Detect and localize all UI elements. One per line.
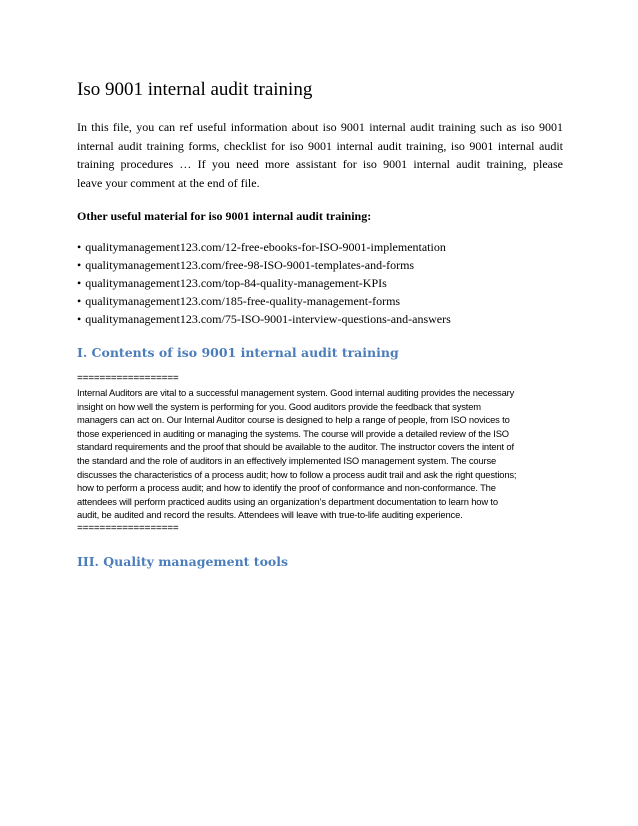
- body-line: the standard and the role of auditors in an effectively implemented ISO management system. The course: [77, 454, 497, 466]
- materials-link-item[interactable]: [77, 310, 563, 328]
- body-line: attendees will perform practiced audits using an organization’s department documentation to learn how to: [77, 495, 498, 507]
- body-line: those experienced in auditing or managing the systems. The course will provide a detailed review of the ISO: [77, 427, 509, 439]
- bullet-icon: •: [77, 312, 82, 326]
- section-heading-quality-tools: III. Quality management tools: [77, 553, 289, 569]
- intro-paragraph: [77, 118, 563, 192]
- body-line: standard requirements and the proof that should be available to the auditor. The instructor covers the intent of: [77, 441, 514, 453]
- materials-link-text[interactable]: qualitymanagement123.com/top-84-quality-management-KPIs: [85, 276, 387, 290]
- intro-line: leave your comment at the end of file.: [77, 175, 260, 190]
- materials-link-text[interactable]: qualitymanagement123.com/185-free-quality-management-forms: [85, 294, 401, 308]
- body-line: managers can act on. Our Internal Auditor course is designed to help a range of people, from ISO novices to: [77, 414, 510, 426]
- bullet-icon: •: [77, 276, 82, 290]
- materials-link-item[interactable]: [77, 256, 563, 274]
- body-line: discusses the characteristics of a process audit; how to follow a process audit trail and ask the right questions;: [77, 468, 517, 480]
- materials-link-list: [77, 238, 563, 328]
- body-line: Internal Auditors are vital to a successful management system. Good internal auditing provides the necessary: [77, 387, 515, 398]
- document-title: Iso 9001 internal audit training: [77, 79, 313, 100]
- materials-link-text[interactable]: qualitymanagement123.com/free-98-ISO-9001-templates-and-forms: [85, 258, 415, 272]
- materials-link-item[interactable]: [77, 292, 563, 310]
- intro-line: internal audit training forms, checklist for iso 9001 internal audit training, iso 9001 internal audit: [77, 138, 563, 153]
- contents-paragraph: [77, 386, 563, 522]
- materials-link-text[interactable]: qualitymanagement123.com/75-ISO-9001-interview-questions-and-answers: [85, 312, 451, 326]
- other-materials-heading: Other useful material for iso 9001 internal audit training:: [77, 209, 372, 223]
- materials-link-text[interactable]: qualitymanagement123.com/12-free-ebooks-for-ISO-9001-implementation: [85, 240, 446, 254]
- intro-line: training procedures … If you need more assistant for iso 9001 internal audit training, please: [77, 157, 563, 171]
- separator-line: ==================: [77, 373, 179, 384]
- body-line: how to perform a process audit; and how to identify the proof of conformance and non-conformance. The: [77, 482, 496, 494]
- materials-link-item[interactable]: [77, 238, 563, 256]
- bullet-icon: •: [77, 258, 82, 272]
- section-heading-contents: I. Contents of iso 9001 internal audit training: [77, 345, 399, 360]
- bullet-icon: •: [77, 294, 82, 308]
- separator-line: ==================: [77, 522, 179, 534]
- bullet-icon: •: [77, 240, 82, 254]
- document-content: [77, 78, 563, 571]
- intro-line: In this file, you can ref useful information about iso 9001 internal audit training such as iso 9001: [77, 120, 563, 134]
- body-line: audit, be audited and record the results. Attendees will leave with true-to-life auditing experience.: [77, 509, 463, 521]
- body-line: insight on how well the system is performing for you. Good auditors provide the feedback that system: [77, 400, 481, 412]
- materials-link-item[interactable]: [77, 274, 563, 292]
